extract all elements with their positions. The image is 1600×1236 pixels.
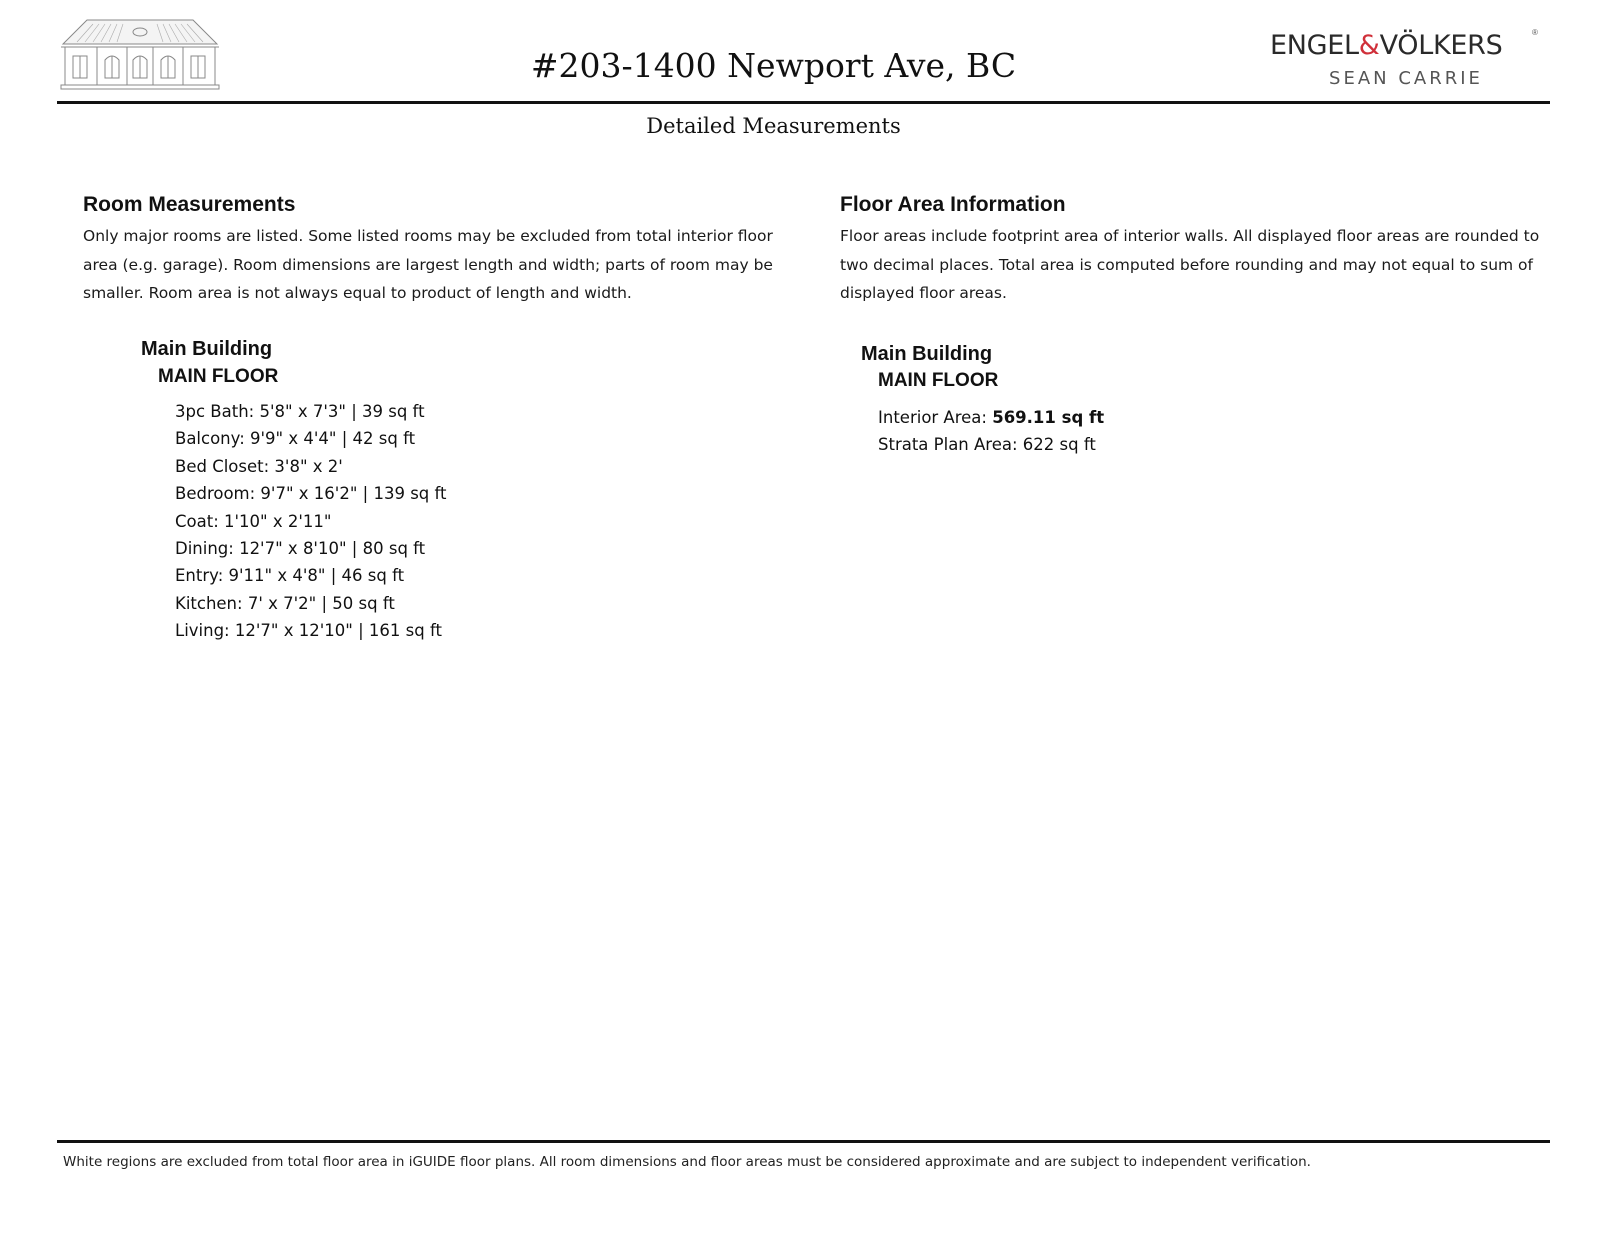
room-measurements-description: Only major rooms are listed. Some listed rooms may be excluded from total interior floor area (e.g. garage). Room dimensions are largest length and width; parts of room may be smaller. Room area is not always equal to product of length and width.: [83, 227, 773, 302]
area-building-heading: Main Building: [861, 343, 993, 365]
room-measurements-section: [83, 193, 788, 308]
brand-agent-name: SEAN CARRIE: [1329, 68, 1483, 89]
list-item: Entry: 9'11" x 4'8" | 46 sq ft: [175, 566, 405, 586]
list-item: Bedroom: 9'7" x 16'2" | 139 sq ft: [175, 484, 447, 504]
brand-part2: VÖLKERS: [1379, 30, 1503, 61]
brand-logo: [1270, 28, 1542, 94]
floor-area-section: [840, 193, 1555, 308]
area-list: [878, 404, 1104, 459]
header-divider: [57, 101, 1550, 104]
floor-area-heading: Floor Area Information: [840, 193, 1066, 216]
registered-mark: ®: [1532, 28, 1538, 37]
brand-ampersand: &: [1358, 30, 1380, 61]
room-list: [175, 398, 447, 645]
room-floor-heading: MAIN FLOOR: [158, 366, 279, 387]
page-title: #203-1400 Newport Ave, BC: [530, 46, 1017, 85]
list-item: Coat: 1'10" x 2'11": [175, 511, 332, 531]
floor-area-description: Floor areas include footprint area of interior walls. All displayed floor areas are rounded to two decimal places. Total area is computed before rounding and may not equal to sum of displayed floor areas.: [840, 227, 1540, 302]
list-item: 3pc Bath: 5'8" x 7'3" | 39 sq ft: [175, 402, 425, 421]
interior-area-value: 569.11 sq ft: [992, 408, 1105, 427]
list-item: Balcony: 9'9" x 4'4" | 42 sq ft: [175, 429, 416, 449]
strata-area-row: Strata Plan Area: 622 sq ft: [878, 435, 1096, 455]
list-item: Bed Closet: 3'8" x 2': [175, 456, 343, 476]
list-item: Dining: 12'7" x 8'10" | 80 sq ft: [175, 538, 426, 558]
room-measurements-heading: Room Measurements: [83, 193, 296, 216]
footer-disclaimer: White regions are excluded from total floor area in iGUIDE floor plans. All room dimensions and floor areas must be considered approximate and are subject to independent verification.: [63, 1154, 1311, 1170]
area-floor-heading: MAIN FLOOR: [878, 370, 999, 391]
footer-divider: [57, 1140, 1550, 1143]
brand-wordmark: [1270, 30, 1542, 61]
list-item: Kitchen: 7' x 7'2" | 50 sq ft: [175, 593, 395, 613]
interior-area-label: Interior Area:: [878, 408, 993, 427]
interior-area-row: [878, 404, 1104, 431]
brand-part1: ENGEL: [1270, 30, 1359, 61]
page-subtitle: Detailed Measurements: [646, 114, 901, 138]
room-building-heading: Main Building: [141, 338, 273, 360]
list-item: Living: 12'7" x 12'10" | 161 sq ft: [175, 621, 442, 641]
